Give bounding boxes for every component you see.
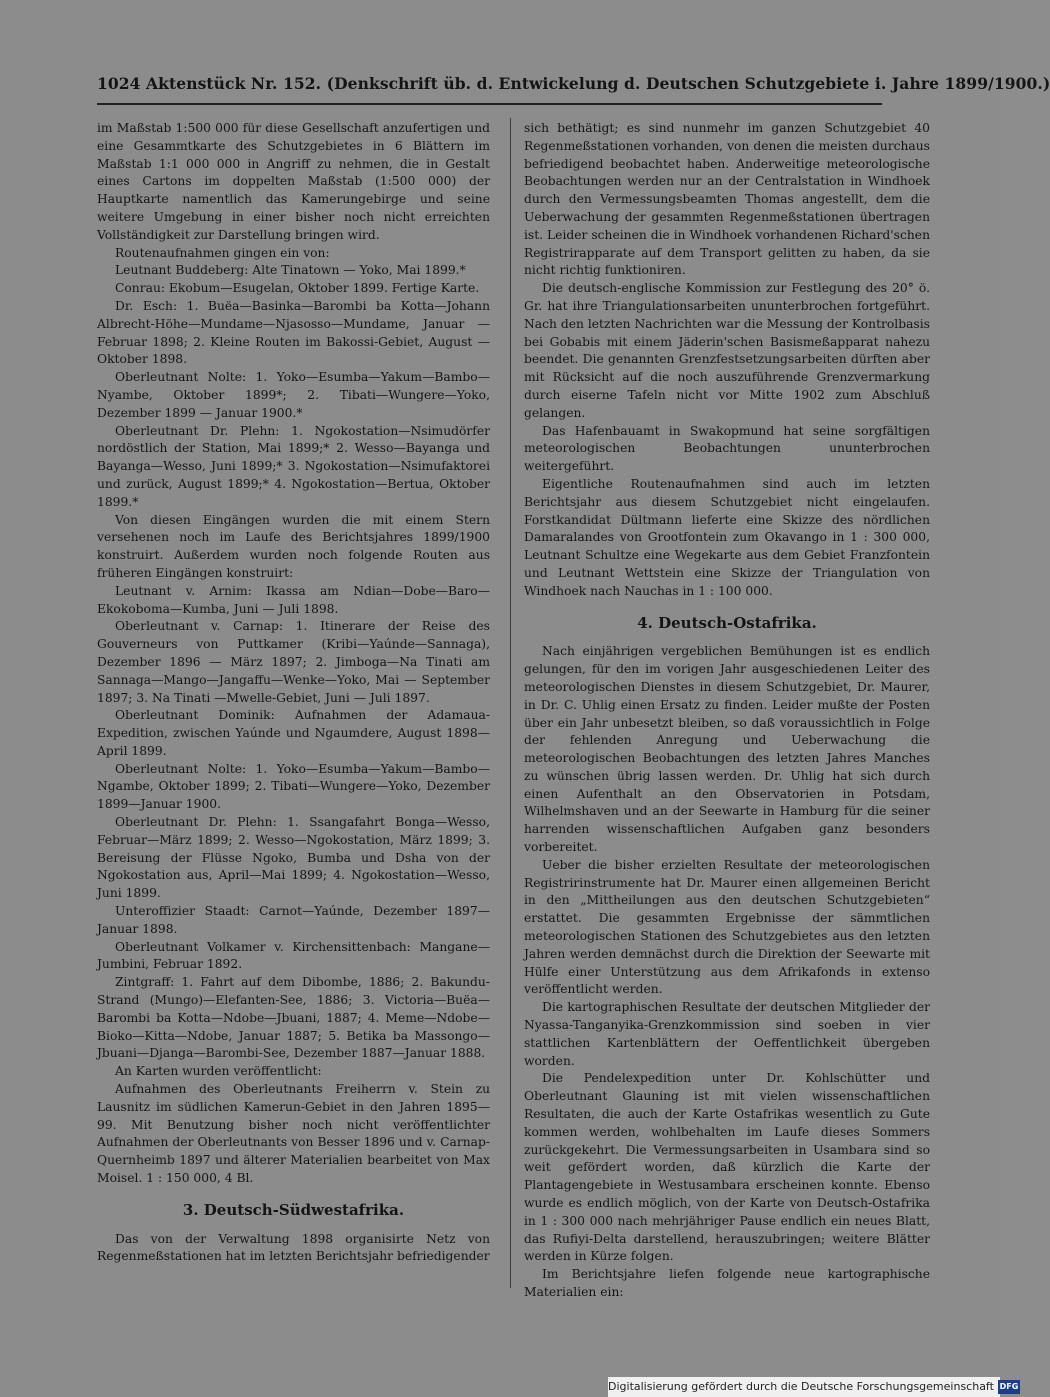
paragraph: im Maßstab 1:500 000 für diese Gesellschaft anzufertigen und eine Gesammtkarte des Schutzgebietes in 6 Blättern im Maßstab 1:1 000 000 in Angriff zu nehmen, die in Gestalt eines Cartons im doppelten Maßstab (1:500 000) der Hauptkarte namentlich das Kamerungebirge und seine weitere Umgebung in einer bisher noch nicht erreichten Vollständigkeit zur Darstellung bringen wird. (97, 121, 490, 242)
paragraph: Oberleutnant Nolte: 1. Yoko—Esumba—Yakum—Bambo—Ngambe, Oktober 1899; 2. Tibati—Wungere—Yoko, Dezember 1899—Januar 1900. (97, 761, 490, 812)
paragraph: Im Berichtsjahre liefen folgende neue kartographische Materialien ein: (524, 1267, 930, 1299)
section-heading: 4. Deutsch-Ostafrika. (637, 613, 817, 632)
paragraph: Die kartographischen Resultate der deutschen Mitglieder der Nyassa-Tanganyika-Grenzkommission sind soeben in vier stattlichen Kartenblättern der Oeffentlichkeit übergeben worden. (524, 1000, 930, 1068)
footer-banner[interactable] (608, 1377, 1019, 1397)
paragraph: Unteroffizier Staadt: Carnot—Yaúnde, Dezember 1897—Januar 1898. (97, 904, 490, 936)
paragraph: Das von der Verwaltung 1898 organisirte Netz von Regenmeßstationen hat im letzten Berichtsjahr befriedigender (97, 1231, 490, 1264)
dfg-logo-icon: DFG (998, 1380, 1020, 1394)
paragraph: Conrau: Ekobum—Esugelan, Oktober 1899. Fertige Karte. (115, 281, 480, 296)
paragraph: Eigentliche Routenaufnahmen sind auch im letzten Berichtsjahr aus diesem Schutzgebiet nicht eingelaufen. Forstkandidat Dültmann lieferte eine Skizze des nördlichen Damaralandes von Grootfontein zum Okavango in 1 : 300 000, Leutnant Schultze eine Wegekarte aus dem Gebiet Franzfontein und Leutnant Wettstein eine Skizze der Triangulation von Windhoek nach Nauchas in 1 : 100 000. (524, 476, 930, 598)
right-column (524, 120, 930, 1302)
paragraph: Oberleutnant v. Carnap: 1. Itinerare der Reise des Gouverneurs von Puttkamer (Kribi—Yaúnde—Sannaga), Dezember 1896 — März 1897; 2. Jimboga—Na Tinati am Sannaga—Mango—Jangaffu—Wenke—Yoko, Mai — September 1897; 3. Na Tinati —Mwelle-Gebiet, Juni — Juli 1897. (97, 619, 490, 705)
page-header: 1024 Aktenstück Nr. 152. (Denkschrift üb. d. Entwickelung d. Deutschen Schutzgebiete i. Jahre 1899/1900.) (97, 74, 1050, 93)
paragraph: Oberleutnant Dominik: Aufnahmen der Adamaua-Expedition, zwischen Yaúnde und Ngaumdere, August 1898—April 1899. (97, 708, 490, 758)
paragraph: Das Hafenbauamt in Swakopmund hat seine sorgfältigen meteorologischen Beobachtungen ununterbrochen weitergeführt. (524, 423, 930, 474)
paragraph: Oberleutnant Dr. Plehn: 1. Ssangafahrt Bonga—Wesso, Februar—März 1899; 2. Wesso—Ngokostation, März 1899; 3. Bereisung der Flüsse Ngoko, Bumba und Dsha von der Ngokostation aus, April—Mai 1899; 4. Ngokostation—Wesso, Juni 1899. (97, 815, 490, 901)
paragraph: Von diesen Eingängen wurden die mit einem Stern versehenen noch im Laufe des Berichtsjahres 1899/1900 konstruirt. Außerdem wurden noch folgende Routen aus früheren Eingängen konstruirt: (97, 512, 490, 580)
paragraph: Ueber die bisher erzielten Resultate der meteorologischen Registririnstrumente hat Dr. Maurer einen allgemeinen Bericht in den „Mittheilungen aus den deutschen Schutzgebieten“ erstattet. Die gesammten Ergebnisse der sämmtlichen meteorologischen Stationen des Schutzgebietes aus den letzten Jahren werden demnächst durch die Direktion der Seewarte mit Hülfe einer Unterstützung aus dem Afrikafonds in extenso veröffentlicht werden. (524, 857, 930, 997)
paragraph: sich bethätigt; es sind nunmehr im ganzen Schutzgebiet 40 Regenmeßstationen vorhanden, von denen die meisten durchaus befriedigend beobachtet haben. Anderweitige meteorologische Beobachtungen werden nur an der Centralstation in Windhoek durch den Vermessungsbeamten Thomas angestellt, dem die Ueberwachung der gesammten Regenmeßstationen übertragen ist. Leider scheinen die in Windhoek vorhandenen Richard'schen Registrirapparate auf dem Transport gelitten zu haben, da sie nicht richtig funktioniren. (524, 121, 930, 278)
paragraph: Leutnant v. Arnim: Ikassa am Ndian—Dobe—Baro—Ekokoboma—Kumba, Juni — Juli 1898. (97, 583, 490, 616)
paragraph: Nach einjährigen vergeblichen Bemühungen ist es endlich gelungen, für den im vorigen Jahr ausgeschiedenen Leiter des meteorologischen Dienstes in diesem Schutzgebiet, Dr. Maurer, in Dr. C. Uhlig einen Ersatz zu finden. Leider mußte der Posten über ein Jahr unbesetzt bleiben, so daß voraussichtlich in Folge der fehlenden Anregung und Ueberwachung die meteorologischen Beobachtungen des letzten Jahres Manches zu wünschen übrig lassen werden. Dr. Uhlig hat sich durch einen Aufenthalt an den Observatorien in Potsdam, Wilhelmshaven und an der Seewarte in Hamburg für die seiner harrenden wissenschaftlichen Aufgaben ganz besonders vorbereitet. (524, 644, 930, 855)
left-column (97, 120, 490, 1266)
paragraph: Die Pendelexpedition unter Dr. Kohlschütter und Oberleutnant Glauning ist mit vielen wissenschaftlichen Resultaten, die auch der Karte Ostafrikas wesentlich zu Gute kommen werden, wohlbehalten im Laufe dieses Sommers zurückgekehrt. Die Vermessungsarbeiten in Usambara sind so weit gefördert worden, daß kürzlich die Karte der Plantagengebiete in Westusambara erscheinen konnte. Ebenso wurde es endlich möglich, von der Karte von Deutsch-Ostafrika in 1 : 300 000 nach mehrjähriger Pause endlich ein neues Blatt, das Rufiyi-Delta darstellend, herauszubringen; weitere Blätter werden in Kürze folgen. (524, 1071, 930, 1264)
paragraph: Routenaufnahmen gingen ein von: (115, 245, 330, 260)
paragraph: Zintgraff: 1. Fahrt auf dem Dibombe, 1886; 2. Bakundu-Strand (Mungo)—Elefanten-See, 1886; 3. Victoria—Buëa—Barombi ba Kotta—Ndobe—Jbuani, 1887; 4. Meme—Ndobe—Bioko—Kitta—Ndobe, Januar 1887; 5. Betika ba Massongo—Jbuani—Djanga—Barombi-See, Dezember 1887—Januar 1888. (97, 975, 490, 1061)
column-divider (510, 118, 511, 1288)
paragraph: An Karten wurden veröffentlicht: (115, 1064, 322, 1079)
paragraph: Die deutsch-englische Kommission zur Festlegung des 20° ö. Gr. hat ihre Triangulationsarbeiten ununterbrochen fortgeführt. Nach den letzten Nachrichten war die Messung der Kontrolbasis bei Gobabis mit einem Jäderin'schen Basismeßapparat nahezu beendet. Die genannten Grenzfestsetzungsarbeiten dürften aber mit Rücksicht auf die noch auszuführende Grenzvermarkung durch eiserne Tafeln nicht vor Mitte 1902 zum Abschluß gelangen. (524, 281, 930, 420)
paragraph: Aufnahmen des Oberleutnants Freiherrn v. Stein zu Lausnitz im südlichen Kamerun-Gebiet in den Jahren 1895—99. Mit Benutzung bisher noch nicht veröffentlichter Aufnahmen der Oberleutnants von Besser 1896 und v. Carnap-Quernheimb 1897 und älterer Materialien bearbeitet von Max Moisel. 1 : 150 000, 4 Bl. (97, 1082, 490, 1186)
footer-text: Digitalisierung gefördert durch die Deutsche Forschungsgemeinschaft (608, 1380, 994, 1393)
paragraph: Oberleutnant Nolte: 1. Yoko—Esumba—Yakum—Bambo—Nyambe, Oktober 1899*; 2. Tibati—Wungere—Yoko, Dezember 1899 — Januar 1900.* (97, 370, 490, 420)
paragraph: Oberleutnant Dr. Plehn: 1. Ngokostation—Nsimudörfer nordöstlich der Station, Mai 1899;* 2. Wesso—Bayanga und Bayanga—Wesso, Juni 1899;* 3. Ngokostation—Nsimufaktorei und zurück, August 1899;* 4. Ngokostation—Bertua, Oktober 1899.* (97, 423, 490, 509)
section-heading: 3. Deutsch-Südwestafrika. (182, 1200, 405, 1219)
paragraph: Leutnant Buddeberg: Alte Tinatown — Yoko, Mai 1899.* (115, 263, 466, 278)
paragraph: Oberleutnant Volkamer v. Kirchensittenbach: Mangane—Jumbini, Februar 1892. (97, 939, 490, 972)
header-rule (97, 103, 882, 105)
paragraph: Dr. Esch: 1. Buëa—Basinka—Barombi ba Kotta—Johann Albrecht-Höhe—Mundame—Njasosso—Mundame, Januar — Februar 1898; 2. Kleine Routen im Bakossi-Gebiet, August — Oktober 1898. (97, 298, 490, 367)
